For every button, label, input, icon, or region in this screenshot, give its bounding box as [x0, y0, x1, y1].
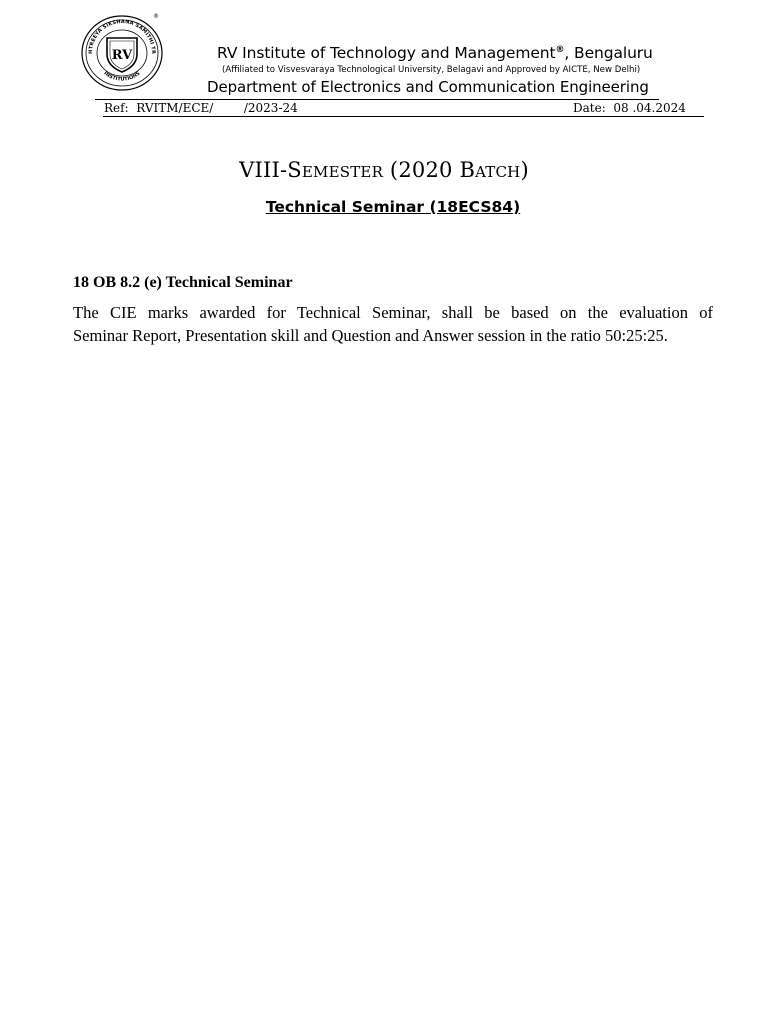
logo-monogram: RV: [111, 48, 133, 63]
institution-name-text: RV Institute of Technology and Management: [217, 44, 556, 62]
rv-shield-seal-icon: [80, 14, 164, 92]
department-name: Department of Electronics and Communication Engineering: [207, 78, 649, 96]
document-date: Date: 08 .04.2024: [573, 101, 686, 115]
reference-number: Ref: RVITM/ECE/ /2023-24: [104, 101, 298, 115]
semester-title: VIII-Semester (2020 Batch): [239, 158, 529, 182]
institution-logo: [80, 14, 164, 92]
paragraph-line: Seminar Report, Presentation skill and Question and Answer session in the ratio 50:25:25.: [73, 326, 668, 345]
course-title: Technical Seminar (18ECS84): [265, 198, 521, 216]
institution-registered-mark: ®: [555, 45, 565, 55]
svg-text:INSTITUTIONS: INSTITUTIONS: [102, 70, 142, 83]
institution-city: , Bengaluru: [564, 44, 653, 62]
svg-text:RASHTREEYA SIKSHANA SAMITHI TR: HTREEYA SIKSHANA SAMITHI TR: [87, 18, 157, 55]
evaluation-paragraph: [73, 301, 713, 347]
institution-name: [217, 44, 653, 62]
header-divider-top: [95, 99, 659, 100]
paragraph-line: The CIE marks awarded for Technical Seminar, shall be based on the evaluation of: [73, 303, 713, 322]
logo-registered-mark: ®: [153, 13, 159, 20]
section-heading: 18 OB 8.2 (e) Technical Seminar: [73, 274, 293, 291]
header-divider-bottom: [103, 116, 704, 117]
affiliation-line: (Affiliated to Visvesvaraya Technological University, Belagavi and Approved by AICTE, New Delhi): [222, 65, 641, 75]
